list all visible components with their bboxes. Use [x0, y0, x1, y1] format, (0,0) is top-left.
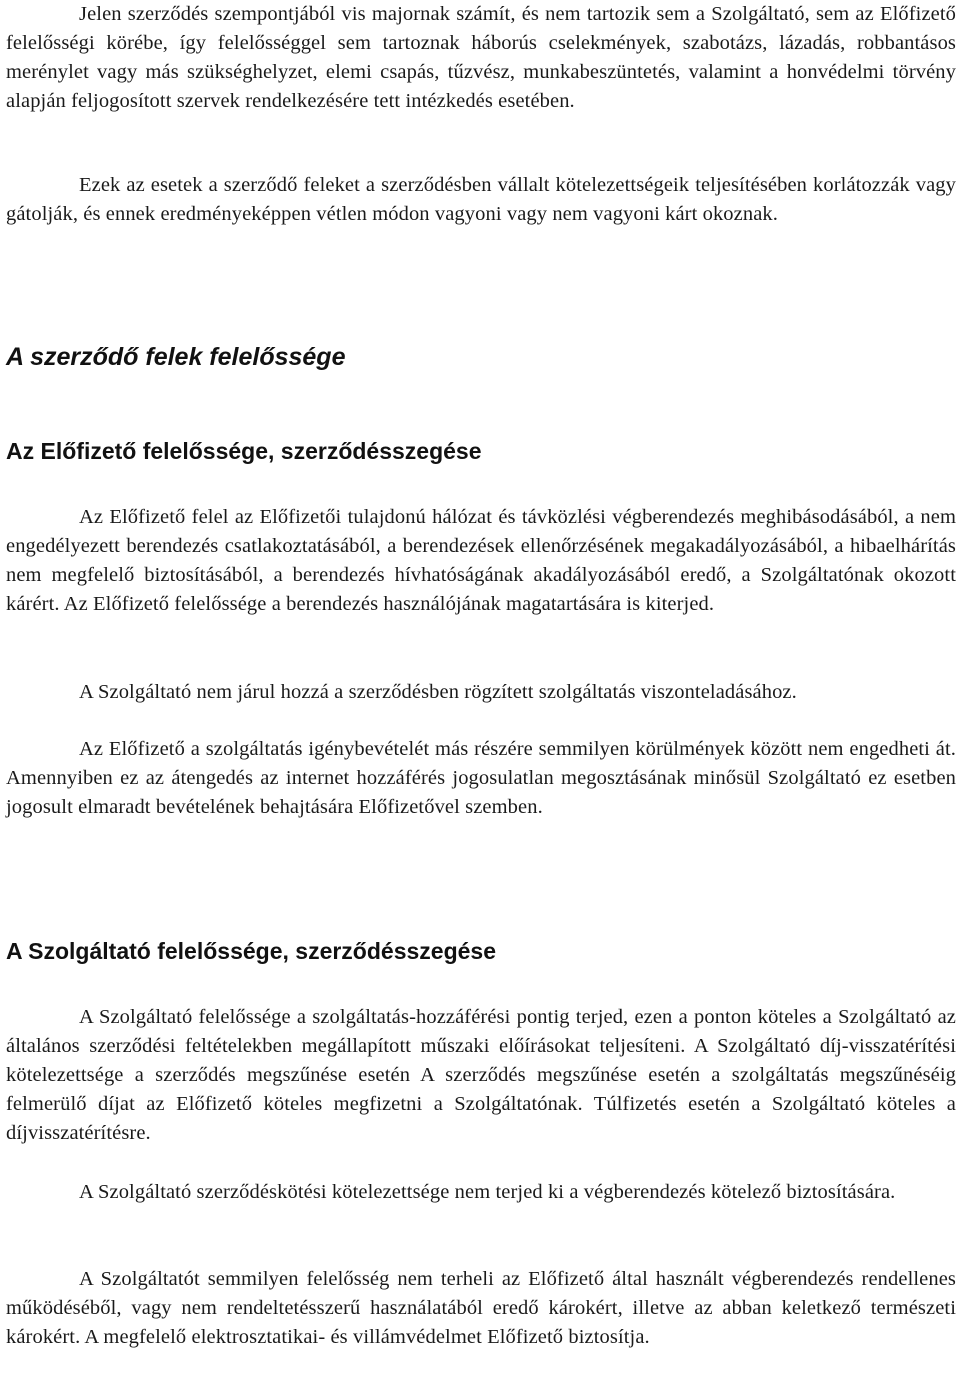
paragraph-provider-exemption: A Szolgáltatót semmilyen felelősség nem terheli az Előfizető által használt végberendezés rendellenes működéséből, vagy nem rendeltetésszerű használatából eredő károkért, illetve az abban keletkező természeti károkért. A megfelelő elektrosztatikai- és villámvédelmet Előfizető biztosítja. [6, 1268, 956, 1348]
section-heading-parties-liability: A szerződő felek felelőssége [6, 343, 346, 371]
paragraph-service-transfer: Az Előfizető a szolgáltatás igénybevételét más részére semmilyen körülmények között nem engedheti át. Amennyiben ez az átengedés az internet hozzáférés jogosulatlan megosztásának minősül Szolgáltató ez esetben jogosult elmaradt bevételének behajtására Előfizetővel szemben. [6, 738, 956, 818]
paragraph-subscriber-liability: Az Előfizető felel az Előfizetői tulajdonú hálózat és távközlési végberendezés meghibásodásából, a nem engedélyezett berendezés csatlakoztatásából, a berendezések ellenőrzésének megakadályozásából, a hibaelhárítás nem megfelelő biztosításából, a berendezés hívhatóságának akadályozásából eredő, a Szolgáltatónak okozott kárért. Az Előfizető felelőssége a berendezés használójának magatartására is kiterjed. [6, 506, 956, 615]
paragraph-force-majeure-effects: Ezek az esetek a szerződő feleket a szerződésben vállalt kötelezettségeik teljesítésében korlátozzák vagy gátolják, és ennek eredményeképpen vétlen módon vagyoni vagy nem vagyoni kárt okoznak. [6, 174, 956, 225]
paragraph-terminal-equipment: A Szolgáltató szerződéskötési kötelezettsége nem terjed ki a végberendezés kötelező biztosítására. [79, 1181, 896, 1203]
subsection-heading-subscriber: Az Előfizető felelőssége, szerződésszegése [6, 438, 482, 464]
paragraph-provider-liability: A Szolgáltató felelőssége a szolgáltatás-hozzáférési pontig terjed, ezen a ponton köteles a Szolgáltató az általános szerződési feltételekben megállapított műszaki előírásokat teljesíteni. A Szolgáltató díj-visszatérítési kötelezettsége a szerződés megszűnése esetén A szerződés megszűnése esetén a szolgáltatás megszűnéséig felmerülő díjat az Előfizető köteles megfizetni a Szolgáltatónak. Túlfizetés esetén a Szolgáltató köteles a díjvisszatérítésre. [6, 1006, 956, 1144]
paragraph-resale-prohibition: A Szolgáltató nem járul hozzá a szerződésben rögzített szolgáltatás viszonteladásához. [79, 681, 797, 703]
subsection-heading-provider: A Szolgáltató felelőssége, szerződésszegése [6, 938, 496, 964]
paragraph-force-majeure-definition: Jelen szerződés szempontjából vis majornak számít, és nem tartozik sem a Szolgáltató, sem az Előfizető felelősségi körébe, így felelősséggel sem tartoznak háborús cselekmények, szabotázs, lázadás, robbantásos merénylet vagy más szükséghelyzet, elemi csapás, tűzvész, munkabeszüntetés, valamint a honvédelmi törvény alapján feljogosított szervek rendelkezésére tett intézkedés esetében. [6, 3, 956, 112]
